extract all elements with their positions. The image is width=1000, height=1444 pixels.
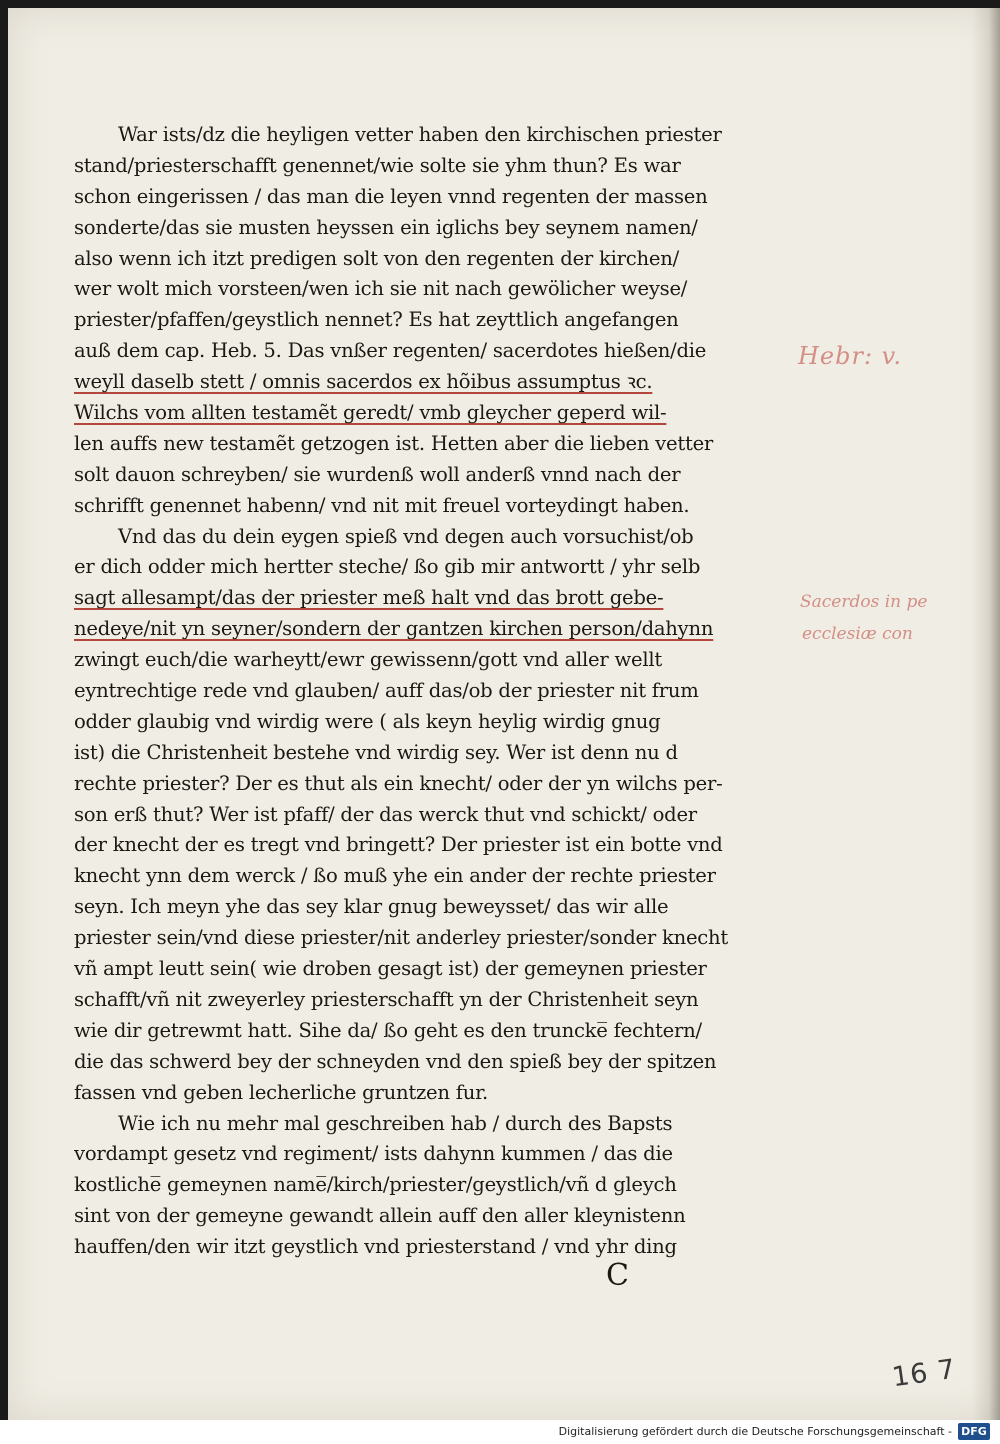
text-line: odder glaubig vnd wirdig were ( als keyn heylig wirdig gnug	[74, 709, 661, 733]
marginal-note-ecclesiae: ecclesiæ con	[802, 624, 913, 644]
text-line: wie dir getrewmt hatt. Sihe da/ ßo geht es den truncke̅ fechtern/	[74, 1018, 702, 1042]
text-line: vñ ampt leutt sein( wie droben gesagt ist) der gemeynen priester	[74, 957, 707, 981]
text-line: schon eingerissen / das man die leyen vnnd regenten der massen	[74, 184, 708, 208]
main-text-block	[74, 120, 794, 1263]
footer-bar	[0, 1420, 1000, 1444]
text-line: War ists/dz die heyligen vetter haben den kirchischen priester	[118, 123, 722, 146]
text-line: wer wolt mich vorsteen/wen ich sie nit nach gewölicher weyse/	[74, 277, 688, 301]
text-line: schafft/vñ nit zweyerley priesterschafft yn der Christenheit seyn	[74, 987, 699, 1011]
footer-credit: Digitalisierung gefördert durch die Deutsche Forschungsgemeinschaft -	[558, 1425, 952, 1438]
text-line: sonderte/das sie musten heyssen ein iglichs bey seynem namen/	[74, 215, 698, 239]
text-line: ist) die Christenheit bestehe vnd wirdig sey. Wer ist denn nu d	[74, 740, 678, 764]
text-line: son erß thut? Wer ist pfaff/ der das werck thut vnd schickt/ oder	[74, 802, 697, 826]
page-gutter-shadow	[972, 8, 1000, 1420]
text-line: auß dem cap. Heb. 5. Das vnßer regenten/ sacerdotes hießen/die	[74, 339, 707, 363]
text-line: hauffen/den wir itzt geystlich vnd priesterstand / vnd yhr ding	[74, 1235, 677, 1259]
text-line: die das schwerd bey der schneyden vnd den spieß bey der spitzen	[74, 1049, 717, 1073]
text-line: schrifft genennet habenn/ vnd nit mit freuel vorteydingt haben.	[74, 493, 690, 517]
text-line: knecht ynn dem werck / ßo muß yhe ein ander der rechte priester	[74, 864, 716, 888]
text-line-underlined: sagt allesampt/das der priester meß halt vnd das brott gebe-	[74, 586, 664, 610]
marginal-note-hebr: Hebr: v.	[798, 342, 903, 370]
text-line: len auffs new testamẽt getzogen ist. Hetten aber die lieben vetter	[74, 431, 714, 455]
text-line: also wenn ich itzt predigen solt von den regenten der kirchen/	[74, 246, 679, 270]
text-line: Wie ich nu mehr mal geschreiben hab / durch des Bapsts	[118, 1111, 673, 1135]
text-line: zwingt euch/die warheytt/ewr gewissenn/gott vnd aller wellt	[74, 648, 663, 672]
text-line-underlined: nedeye/nit yn seyner/sondern der gantzen kirchen person/dahynn	[74, 617, 714, 641]
text-line: priester sein/vnd diese priester/nit anderley priester/sonder knecht	[74, 926, 729, 950]
text-line: seyn. Ich meyn yhe das sey klar gnug beweysset/ das wir alle	[74, 895, 669, 919]
text-line: Vnd das du dein eygen spieß vnd degen auch vorsuchist/ob	[118, 524, 694, 548]
text-line: vordampt gesetz vnd regiment/ ists dahynn kummen / das die	[74, 1142, 673, 1166]
scanned-page	[8, 8, 1000, 1420]
text-line: der knecht der es tregt vnd bringett? Der priester ist ein botte vnd	[74, 833, 723, 857]
dfg-logo: DFG	[958, 1423, 990, 1440]
text-line: stand/priesterschafft genennet/wie solte sie yhm thun? Es war	[74, 153, 681, 177]
folio-number: 16 7	[890, 1353, 958, 1394]
text-line-underlined: weyll daselb stett / omnis sacerdos ex hõibus assumptus ꝛc.	[74, 370, 653, 394]
marginal-note-sacerdos: Sacerdos in pe	[800, 592, 928, 612]
text-line: er dich odder mich hertter steche/ ßo gib mir antwortt / yhr selb	[74, 555, 701, 579]
printer-signature-mark: C	[606, 1258, 629, 1293]
text-line: priester/pfaffen/geystlich nennet? Es hat zeyttlich angefangen	[74, 308, 679, 332]
text-line-underlined: Wilchs vom allten testamẽt geredt/ vmb gleycher geperd wil-	[74, 401, 667, 425]
text-line: sint von der gemeyne gewandt allein auff den aller kleynistenn	[74, 1204, 686, 1228]
text-line: fassen vnd geben lecherliche gruntzen fur.	[74, 1080, 489, 1104]
text-line: rechte priester? Der es thut als ein knecht/ oder der yn wilchs per-	[74, 771, 723, 795]
text-line: solt dauon schreyben/ sie wurdenß woll anderß vnnd nach der	[74, 462, 681, 486]
text-line: kostliche̅ gemeynen name̅/kirch/priester/geystlich/vñ d gleych	[74, 1173, 677, 1197]
text-line: eyntrechtige rede vnd glauben/ auff das/ob der priester nit frum	[74, 679, 699, 703]
